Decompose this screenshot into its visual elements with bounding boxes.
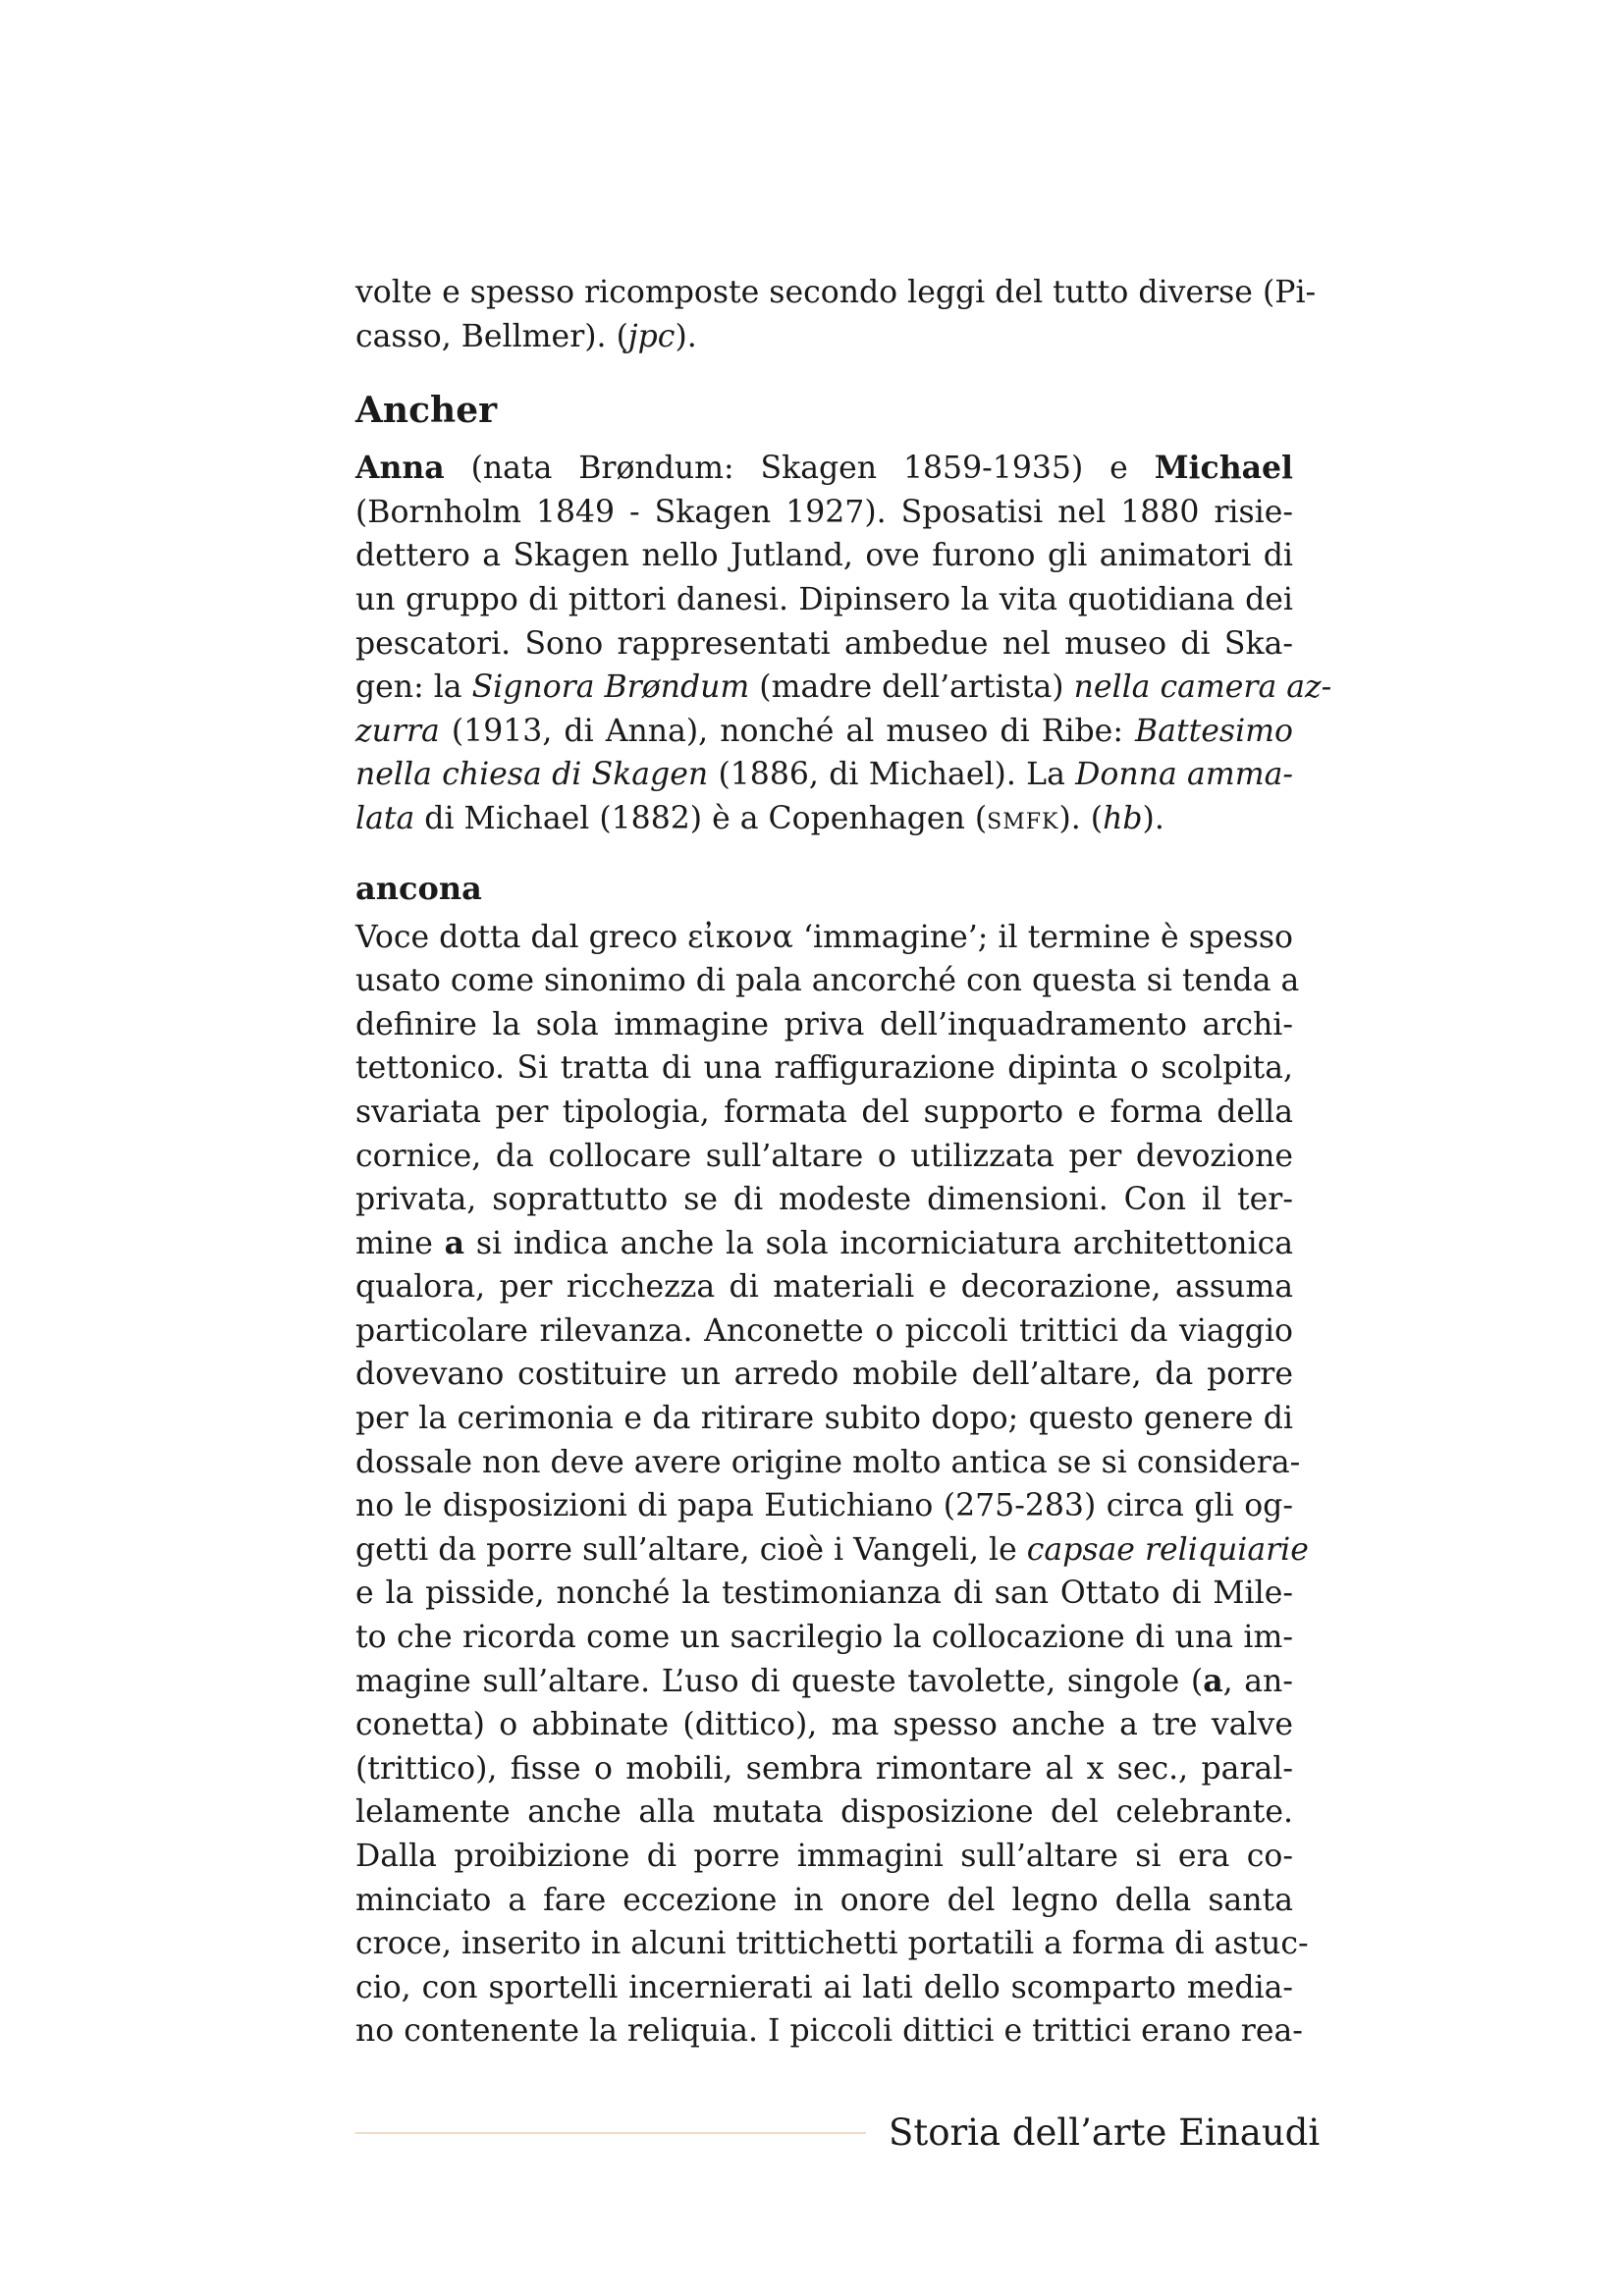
entry-heading-ancona: ancona [355,869,482,907]
ancher-line-4: un gruppo di pittori danesi. Dipinsero la vita quotidiana dei [355,581,1293,617]
ancona-line-24: croce, inserito in alcuni trittichetti portatili a forma di astuc- [355,1926,1309,1962]
ancona-line-9: qualora, per ricchezza di materiali e decorazione, assuma [355,1269,1293,1306]
artwork-title-battesimo-1: Battesimo [1135,713,1293,749]
ancona-line-26: no contenente la reliquia. I piccoli dittici e trittici erano rea- [355,2013,1303,2050]
ancher-line-8-b: (1886, di Michael). La [708,757,1076,793]
ancona-line-13: dossale non deve avere origine molto antica se si considera- [355,1444,1301,1480]
intro-line-2 [355,315,1293,359]
footer-book-title: Storia dell’arte Einaudi [889,2111,1321,2154]
ancona-line-15 [355,1528,1309,1573]
artwork-title-battesimo-2: nella chiesa di Skagen [355,757,709,793]
ancona-line-17: to che ricorda come un sacrilegio la collocazione di una im- [355,1620,1293,1656]
ancona-line-19: conetta) o abbinate (dittico), ma spesso anche a tre valve [355,1707,1293,1743]
ancona-line-5: svariata per tipologia, formata del supporto e forma della [355,1094,1293,1130]
ancona-line-10: particolare rilevanza. Anconette o piccoli trittici da viaggio [355,1312,1293,1349]
artwork-title-signora-brondum: Signora Brøndum [471,669,750,706]
ancona-line-4: tettonico. Si tratta di una raffigurazione dipinta o scolpita, [355,1050,1293,1087]
abbrev-a-bold-2: a [1203,1662,1223,1699]
ancona-line-18-a: magine sull’altare. L’uso di queste tavolette, singole ( [355,1663,1204,1699]
abbrev-a-bold: a [444,1224,465,1261]
ancher-name-anna: Anna [355,450,445,487]
ancher-name-michael: Michael [1154,450,1294,487]
ancona-line-16: e la pisside, nonché la testimonianza di san Ottato di Mile- [355,1575,1293,1612]
artwork-title-donna-ammalata-2: lata [355,800,415,836]
ancher-line-5: pescatori. Sono rappresentati ambedue nel museo di Ska- [355,625,1293,662]
ancher-line-6-a: gen: la [355,669,472,706]
ancona-line-12: per la cerimonia e da ritirare subito dopo; questo genere di [355,1401,1293,1437]
artwork-title-donna-ammalata-1: Donna amma- [1075,757,1293,793]
ancona-line-18-c: , an- [1222,1663,1293,1699]
ancher-line-3: dettero a Skagen nello Jutland, ove furono gli animatori di [355,538,1293,574]
ancher-line-8 [355,753,1293,797]
ancher-line-9 [355,797,1293,841]
ancher-line-1-text: (nata Brøndum: Skagen 1859-1935) e [470,451,1128,487]
ancona-line-18 [355,1660,1293,1704]
ancona-line-23: minciato a fare eccezione in onore del legno della santa [355,1882,1293,1918]
footer-divider [355,2132,866,2134]
ancona-line-8-c: si indica anche la sola incorniciatura architettonica [464,1225,1293,1261]
ancona-line-2: usato come sinonimo di pala ancorché con questa si tenda a [355,963,1300,999]
intro-line-2-a: casso, Bellmer). ( [355,318,628,354]
author-initials-jpc: jpc [627,318,676,354]
ancona-line-14: no le disposizioni di papa Eutichiano (275-283) circa gli og- [355,1488,1293,1524]
ancona-line-25: cio, con sportelli incernierati ai lati dello scomparto media- [355,1969,1293,2005]
ancona-line-11: dovevano costituire un arredo mobile dell’altare, da porre [355,1357,1293,1393]
ancona-line-1: Voce dotta dal greco εἰκονα ‘immagine’; il termine è spesso [355,919,1293,955]
ancher-line-9-e: ). [1142,800,1164,836]
text-column [355,271,1332,2054]
ancher-line-6 [355,666,1332,710]
ancona-line-8 [355,1222,1293,1266]
artwork-title-camera-azzurra-2: zurra [355,713,440,749]
intro-line-1: volte e spesso ricomposte secondo leggi del tutto diverse (Pi- [355,275,1317,310]
artwork-title-camera-azzurra-1: nella camera az- [1073,669,1332,706]
ancona-line-8-a: mine [355,1225,445,1261]
ancher-line-1 [355,447,1293,491]
ancher-line-2: (Bornholm 1849 - Skagen 1927). Sposatisi nel 1880 risie- [355,494,1293,530]
ancona-line-15-a: getti da porre sull’altare, cioè i Vangeli, le [355,1531,1027,1568]
ancher-line-9-b: di Michael (1882) è a Copenhagen ( [414,800,988,836]
ancher-line-7-b: (1913, di Anna), nonché al museo di Ribe: [439,713,1136,749]
ancona-line-3: definire la sola immagine priva dell’inquadramento archi- [355,1006,1293,1042]
latin-term-capsae-reliquiarie: capsae reliquiarie [1026,1531,1309,1568]
ancher-line-9-c: ). ( [1058,800,1104,836]
museum-abbreviation-smfk: SMFK [987,809,1059,834]
ancher-line-6-c: (madre dell’artista) [749,669,1074,706]
ancona-line-7: privata, soprattutto se di modeste dimensioni. Con il ter- [355,1182,1293,1218]
intro-line-2-c: ). [675,318,697,354]
ancona-line-22: Dalla proibizione di porre immagini sull’altare si era co- [355,1839,1293,1874]
author-initials-hb: hb [1103,800,1143,836]
entry-heading-ancher: Ancher [355,390,498,432]
ancona-line-6: cornice, da collocare sull’altare o utilizzata per devozione [355,1138,1293,1174]
ancona-line-20: (trittico), fisse o mobili, sembra rimontare al x sec., paral- [355,1750,1293,1787]
ancher-line-7 [355,710,1293,754]
ancona-line-21: lelamente anche alla mutata disposizione del celebrante. [355,1794,1293,1831]
